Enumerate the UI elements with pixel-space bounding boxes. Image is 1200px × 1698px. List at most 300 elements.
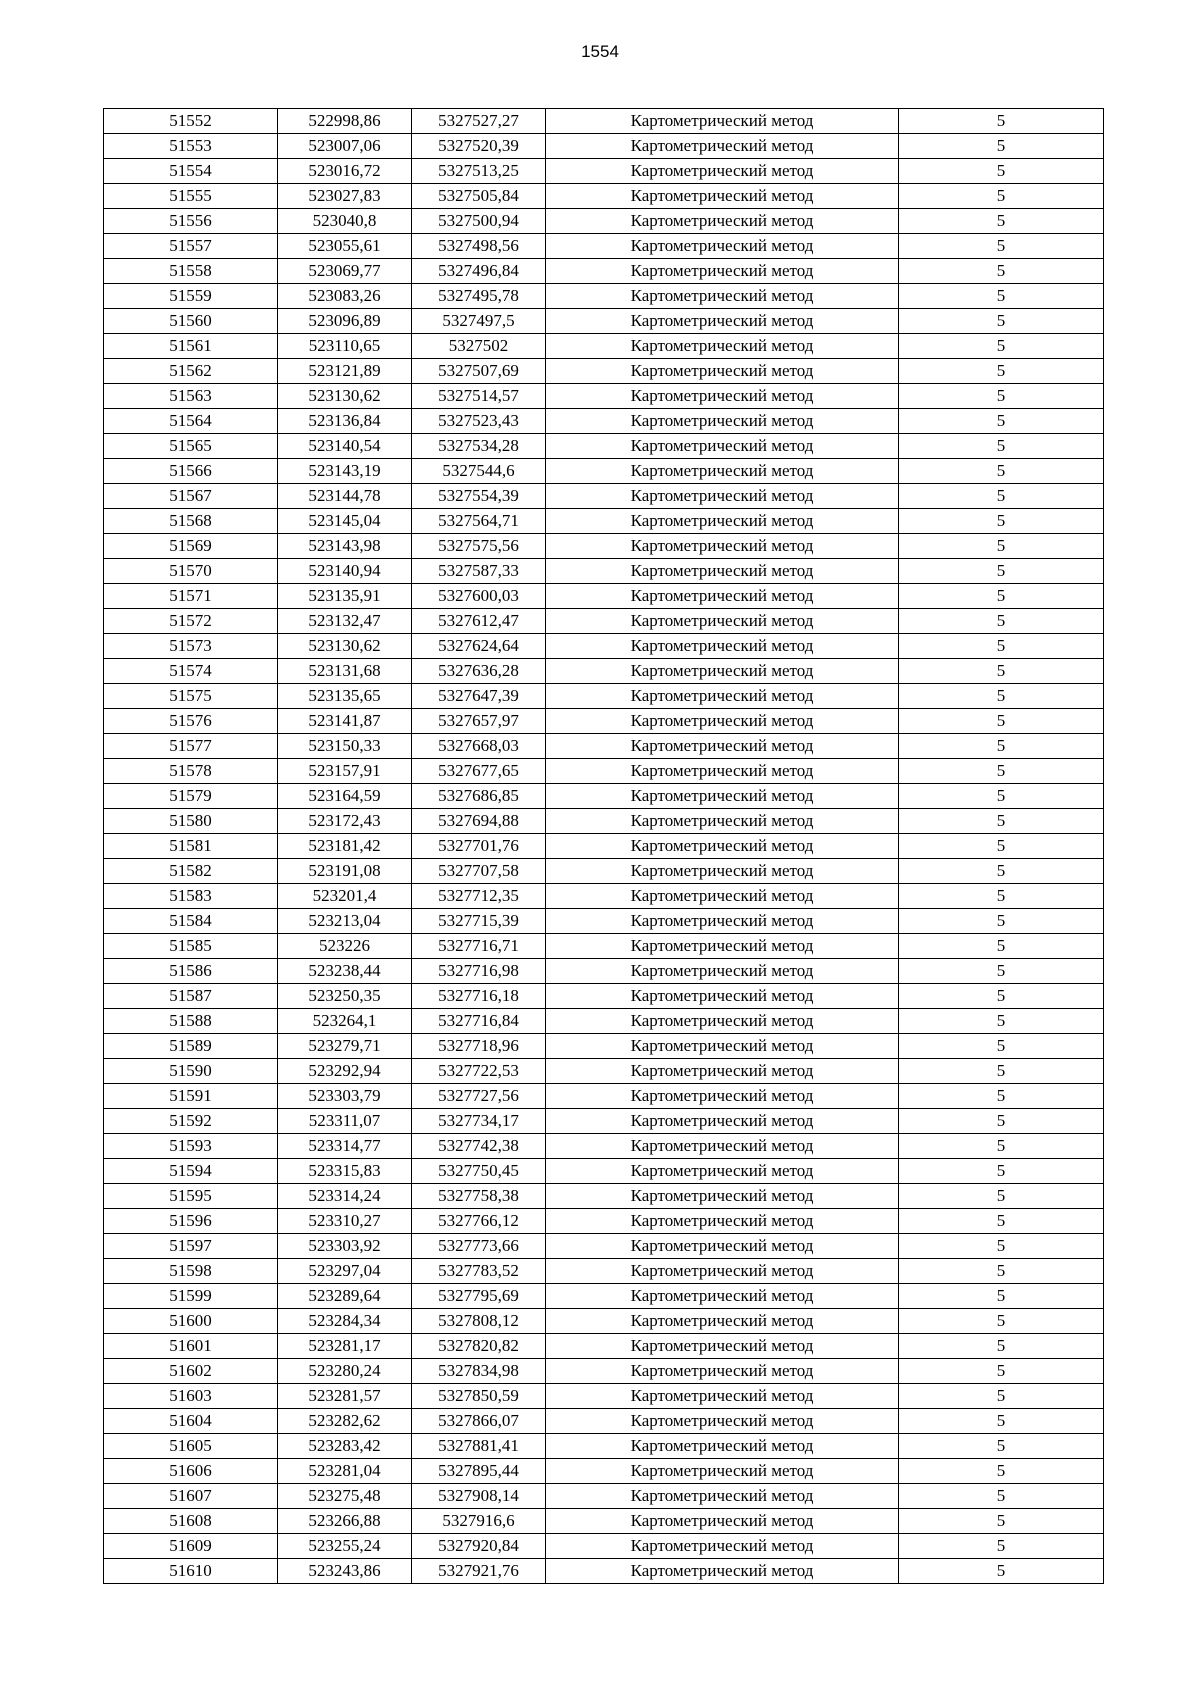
accuracy-cell: 5 xyxy=(899,1334,1104,1359)
accuracy-cell: 5 xyxy=(899,1409,1104,1434)
point-number-cell: 51605 xyxy=(104,1434,278,1459)
y-coordinate-cell: 5327718,96 xyxy=(412,1034,546,1059)
y-coordinate-cell: 5327496,84 xyxy=(412,259,546,284)
page-number: 1554 xyxy=(581,42,619,61)
accuracy-cell: 5 xyxy=(899,509,1104,534)
table-row xyxy=(104,1034,1104,1059)
point-number-cell: 51585 xyxy=(104,934,278,959)
table-row xyxy=(104,359,1104,384)
method-cell: Картометрический метод xyxy=(546,759,899,784)
accuracy-cell: 5 xyxy=(899,434,1104,459)
x-coordinate-cell: 523314,77 xyxy=(278,1134,412,1159)
x-coordinate-cell: 523310,27 xyxy=(278,1209,412,1234)
method-cell: Картометрический метод xyxy=(546,934,899,959)
accuracy-cell: 5 xyxy=(899,184,1104,209)
method-cell: Картометрический метод xyxy=(546,1459,899,1484)
table-row xyxy=(104,509,1104,534)
method-cell: Картометрический метод xyxy=(546,484,899,509)
point-number-cell: 51573 xyxy=(104,634,278,659)
point-number-cell: 51606 xyxy=(104,1459,278,1484)
y-coordinate-cell: 5327657,97 xyxy=(412,709,546,734)
point-number-cell: 51594 xyxy=(104,1159,278,1184)
method-cell: Картометрический метод xyxy=(546,609,899,634)
y-coordinate-cell: 5327808,12 xyxy=(412,1309,546,1334)
point-number-cell: 51567 xyxy=(104,484,278,509)
method-cell: Картометрический метод xyxy=(546,1309,899,1334)
x-coordinate-cell: 523150,33 xyxy=(278,734,412,759)
point-number-cell: 51607 xyxy=(104,1484,278,1509)
accuracy-cell: 5 xyxy=(899,1134,1104,1159)
x-coordinate-cell: 523303,79 xyxy=(278,1084,412,1109)
point-number-cell: 51596 xyxy=(104,1209,278,1234)
method-cell: Картометрический метод xyxy=(546,234,899,259)
method-cell: Картометрический метод xyxy=(546,834,899,859)
method-cell: Картометрический метод xyxy=(546,559,899,584)
table-row xyxy=(104,1059,1104,1084)
y-coordinate-cell: 5327668,03 xyxy=(412,734,546,759)
x-coordinate-cell: 523135,91 xyxy=(278,584,412,609)
method-cell: Картометрический метод xyxy=(546,984,899,1009)
y-coordinate-cell: 5327500,94 xyxy=(412,209,546,234)
y-coordinate-cell: 5327677,65 xyxy=(412,759,546,784)
y-coordinate-cell: 5327783,52 xyxy=(412,1259,546,1284)
x-coordinate-cell: 523283,42 xyxy=(278,1434,412,1459)
table-row xyxy=(104,684,1104,709)
method-cell: Картометрический метод xyxy=(546,709,899,734)
x-coordinate-cell: 523144,78 xyxy=(278,484,412,509)
method-cell: Картометрический метод xyxy=(546,909,899,934)
method-cell: Картометрический метод xyxy=(546,1284,899,1309)
x-coordinate-cell: 523110,65 xyxy=(278,334,412,359)
accuracy-cell: 5 xyxy=(899,759,1104,784)
table-row xyxy=(104,1384,1104,1409)
table-row xyxy=(104,784,1104,809)
y-coordinate-cell: 5327497,5 xyxy=(412,309,546,334)
accuracy-cell: 5 xyxy=(899,584,1104,609)
table-row xyxy=(104,934,1104,959)
x-coordinate-cell: 523136,84 xyxy=(278,409,412,434)
table-row xyxy=(104,309,1104,334)
x-coordinate-cell: 523289,64 xyxy=(278,1284,412,1309)
accuracy-cell: 5 xyxy=(899,284,1104,309)
method-cell: Картометрический метод xyxy=(546,659,899,684)
y-coordinate-cell: 5327694,88 xyxy=(412,809,546,834)
method-cell: Картометрический метод xyxy=(546,1559,899,1584)
accuracy-cell: 5 xyxy=(899,1234,1104,1259)
point-number-cell: 51591 xyxy=(104,1084,278,1109)
accuracy-cell: 5 xyxy=(899,309,1104,334)
point-number-cell: 51577 xyxy=(104,734,278,759)
point-number-cell: 51588 xyxy=(104,1009,278,1034)
point-number-cell: 51599 xyxy=(104,1284,278,1309)
point-number-cell: 51555 xyxy=(104,184,278,209)
y-coordinate-cell: 5327716,84 xyxy=(412,1009,546,1034)
point-number-cell: 51583 xyxy=(104,884,278,909)
method-cell: Картометрический метод xyxy=(546,184,899,209)
x-coordinate-cell: 523226 xyxy=(278,934,412,959)
point-number-cell: 51575 xyxy=(104,684,278,709)
accuracy-cell: 5 xyxy=(899,809,1104,834)
x-coordinate-cell: 523303,92 xyxy=(278,1234,412,1259)
point-number-cell: 51578 xyxy=(104,759,278,784)
x-coordinate-cell: 523238,44 xyxy=(278,959,412,984)
point-number-cell: 51572 xyxy=(104,609,278,634)
x-coordinate-cell: 523282,62 xyxy=(278,1409,412,1434)
method-cell: Картометрический метод xyxy=(546,1334,899,1359)
accuracy-cell: 5 xyxy=(899,559,1104,584)
accuracy-cell: 5 xyxy=(899,359,1104,384)
table-row xyxy=(104,1234,1104,1259)
point-number-cell: 51609 xyxy=(104,1534,278,1559)
x-coordinate-cell: 523145,04 xyxy=(278,509,412,534)
accuracy-cell: 5 xyxy=(899,1384,1104,1409)
x-coordinate-cell: 523140,94 xyxy=(278,559,412,584)
x-coordinate-cell: 523131,68 xyxy=(278,659,412,684)
y-coordinate-cell: 5327527,27 xyxy=(412,109,546,134)
y-coordinate-cell: 5327564,71 xyxy=(412,509,546,534)
y-coordinate-cell: 5327716,71 xyxy=(412,934,546,959)
x-coordinate-cell: 523281,04 xyxy=(278,1459,412,1484)
x-coordinate-cell: 523016,72 xyxy=(278,159,412,184)
point-number-cell: 51595 xyxy=(104,1184,278,1209)
y-coordinate-cell: 5327523,43 xyxy=(412,409,546,434)
x-coordinate-cell: 523311,07 xyxy=(278,1109,412,1134)
table-row xyxy=(104,1284,1104,1309)
method-cell: Картометрический метод xyxy=(546,584,899,609)
y-coordinate-cell: 5327647,39 xyxy=(412,684,546,709)
accuracy-cell: 5 xyxy=(899,134,1104,159)
table-row xyxy=(104,1559,1104,1584)
y-coordinate-cell: 5327520,39 xyxy=(412,134,546,159)
y-coordinate-cell: 5327505,84 xyxy=(412,184,546,209)
table-row xyxy=(104,1184,1104,1209)
accuracy-cell: 5 xyxy=(899,1109,1104,1134)
table-row xyxy=(104,234,1104,259)
method-cell: Картометрический метод xyxy=(546,109,899,134)
y-coordinate-cell: 5327712,35 xyxy=(412,884,546,909)
point-number-cell: 51571 xyxy=(104,584,278,609)
y-coordinate-cell: 5327908,14 xyxy=(412,1484,546,1509)
point-number-cell: 51579 xyxy=(104,784,278,809)
accuracy-cell: 5 xyxy=(899,409,1104,434)
y-coordinate-cell: 5327502 xyxy=(412,334,546,359)
method-cell: Картометрический метод xyxy=(546,134,899,159)
accuracy-cell: 5 xyxy=(899,334,1104,359)
x-coordinate-cell: 523275,48 xyxy=(278,1484,412,1509)
table-row xyxy=(104,734,1104,759)
y-coordinate-cell: 5327534,28 xyxy=(412,434,546,459)
x-coordinate-cell: 523264,1 xyxy=(278,1009,412,1034)
x-coordinate-cell: 523315,83 xyxy=(278,1159,412,1184)
point-number-cell: 51562 xyxy=(104,359,278,384)
table-row xyxy=(104,909,1104,934)
table-row xyxy=(104,1084,1104,1109)
accuracy-cell: 5 xyxy=(899,1209,1104,1234)
x-coordinate-cell: 523279,71 xyxy=(278,1034,412,1059)
table-row xyxy=(104,834,1104,859)
y-coordinate-cell: 5327495,78 xyxy=(412,284,546,309)
y-coordinate-cell: 5327707,58 xyxy=(412,859,546,884)
table-row xyxy=(104,709,1104,734)
accuracy-cell: 5 xyxy=(899,384,1104,409)
y-coordinate-cell: 5327881,41 xyxy=(412,1434,546,1459)
y-coordinate-cell: 5327773,66 xyxy=(412,1234,546,1259)
x-coordinate-cell: 523096,89 xyxy=(278,309,412,334)
table-row xyxy=(104,1134,1104,1159)
table-row xyxy=(104,634,1104,659)
coordinates-table xyxy=(103,108,1104,1584)
accuracy-cell: 5 xyxy=(899,459,1104,484)
accuracy-cell: 5 xyxy=(899,259,1104,284)
method-cell: Картометрический метод xyxy=(546,209,899,234)
y-coordinate-cell: 5327600,03 xyxy=(412,584,546,609)
method-cell: Картометрический метод xyxy=(546,309,899,334)
method-cell: Картометрический метод xyxy=(546,959,899,984)
point-number-cell: 51610 xyxy=(104,1559,278,1584)
x-coordinate-cell: 523250,35 xyxy=(278,984,412,1009)
x-coordinate-cell: 523314,24 xyxy=(278,1184,412,1209)
accuracy-cell: 5 xyxy=(899,909,1104,934)
y-coordinate-cell: 5327716,98 xyxy=(412,959,546,984)
table-row xyxy=(104,109,1104,134)
accuracy-cell: 5 xyxy=(899,1084,1104,1109)
accuracy-cell: 5 xyxy=(899,1309,1104,1334)
accuracy-cell: 5 xyxy=(899,1059,1104,1084)
point-number-cell: 51559 xyxy=(104,284,278,309)
method-cell: Картометрический метод xyxy=(546,634,899,659)
method-cell: Картометрический метод xyxy=(546,1234,899,1259)
table-row xyxy=(104,1434,1104,1459)
x-coordinate-cell: 523130,62 xyxy=(278,634,412,659)
accuracy-cell: 5 xyxy=(899,634,1104,659)
x-coordinate-cell: 523201,4 xyxy=(278,884,412,909)
y-coordinate-cell: 5327766,12 xyxy=(412,1209,546,1234)
point-number-cell: 51608 xyxy=(104,1509,278,1534)
accuracy-cell: 5 xyxy=(899,884,1104,909)
accuracy-cell: 5 xyxy=(899,1009,1104,1034)
method-cell: Картометрический метод xyxy=(546,809,899,834)
table-row xyxy=(104,1159,1104,1184)
method-cell: Картометрический метод xyxy=(546,284,899,309)
point-number-cell: 51601 xyxy=(104,1334,278,1359)
table-row xyxy=(104,959,1104,984)
table-row xyxy=(104,1409,1104,1434)
table-row xyxy=(104,284,1104,309)
y-coordinate-cell: 5327921,76 xyxy=(412,1559,546,1584)
table-row xyxy=(104,984,1104,1009)
table-row xyxy=(104,209,1104,234)
x-coordinate-cell: 523132,47 xyxy=(278,609,412,634)
point-number-cell: 51564 xyxy=(104,409,278,434)
method-cell: Картометрический метод xyxy=(546,1159,899,1184)
y-coordinate-cell: 5327916,6 xyxy=(412,1509,546,1534)
method-cell: Картометрический метод xyxy=(546,1134,899,1159)
y-coordinate-cell: 5327716,18 xyxy=(412,984,546,1009)
x-coordinate-cell: 523141,87 xyxy=(278,709,412,734)
method-cell: Картометрический метод xyxy=(546,259,899,284)
accuracy-cell: 5 xyxy=(899,1484,1104,1509)
point-number-cell: 51565 xyxy=(104,434,278,459)
point-number-cell: 51590 xyxy=(104,1059,278,1084)
accuracy-cell: 5 xyxy=(899,1034,1104,1059)
method-cell: Картометрический метод xyxy=(546,1384,899,1409)
x-coordinate-cell: 523143,19 xyxy=(278,459,412,484)
point-number-cell: 51568 xyxy=(104,509,278,534)
point-number-cell: 51566 xyxy=(104,459,278,484)
point-number-cell: 51570 xyxy=(104,559,278,584)
x-coordinate-cell: 523191,08 xyxy=(278,859,412,884)
table-row xyxy=(104,434,1104,459)
table-row xyxy=(104,1009,1104,1034)
x-coordinate-cell: 523055,61 xyxy=(278,234,412,259)
table-row xyxy=(104,1209,1104,1234)
table-row xyxy=(104,334,1104,359)
x-coordinate-cell: 523281,57 xyxy=(278,1384,412,1409)
x-coordinate-cell: 523255,24 xyxy=(278,1534,412,1559)
method-cell: Картометрический метод xyxy=(546,1484,899,1509)
point-number-cell: 51569 xyxy=(104,534,278,559)
method-cell: Картометрический метод xyxy=(546,1084,899,1109)
method-cell: Картометрический метод xyxy=(546,459,899,484)
accuracy-cell: 5 xyxy=(899,159,1104,184)
y-coordinate-cell: 5327795,69 xyxy=(412,1284,546,1309)
point-number-cell: 51552 xyxy=(104,109,278,134)
y-coordinate-cell: 5327513,25 xyxy=(412,159,546,184)
x-coordinate-cell: 522998,86 xyxy=(278,109,412,134)
table-row xyxy=(104,459,1104,484)
accuracy-cell: 5 xyxy=(899,109,1104,134)
y-coordinate-cell: 5327734,17 xyxy=(412,1109,546,1134)
accuracy-cell: 5 xyxy=(899,859,1104,884)
point-number-cell: 51602 xyxy=(104,1359,278,1384)
accuracy-cell: 5 xyxy=(899,484,1104,509)
point-number-cell: 51604 xyxy=(104,1409,278,1434)
y-coordinate-cell: 5327727,56 xyxy=(412,1084,546,1109)
y-coordinate-cell: 5327758,38 xyxy=(412,1184,546,1209)
x-coordinate-cell: 523083,26 xyxy=(278,284,412,309)
y-coordinate-cell: 5327514,57 xyxy=(412,384,546,409)
x-coordinate-cell: 523280,24 xyxy=(278,1359,412,1384)
accuracy-cell: 5 xyxy=(899,1559,1104,1584)
point-number-cell: 51563 xyxy=(104,384,278,409)
method-cell: Картометрический метод xyxy=(546,1209,899,1234)
x-coordinate-cell: 523069,77 xyxy=(278,259,412,284)
table-row xyxy=(104,1259,1104,1284)
point-number-cell: 51582 xyxy=(104,859,278,884)
y-coordinate-cell: 5327820,82 xyxy=(412,1334,546,1359)
accuracy-cell: 5 xyxy=(899,534,1104,559)
y-coordinate-cell: 5327742,38 xyxy=(412,1134,546,1159)
table-row xyxy=(104,1334,1104,1359)
table-row xyxy=(104,1484,1104,1509)
y-coordinate-cell: 5327866,07 xyxy=(412,1409,546,1434)
method-cell: Картометрический метод xyxy=(546,884,899,909)
x-coordinate-cell: 523292,94 xyxy=(278,1059,412,1084)
table-row xyxy=(104,1534,1104,1559)
x-coordinate-cell: 523157,91 xyxy=(278,759,412,784)
method-cell: Картометрический метод xyxy=(546,434,899,459)
accuracy-cell: 5 xyxy=(899,1534,1104,1559)
accuracy-cell: 5 xyxy=(899,1259,1104,1284)
method-cell: Картометрический метод xyxy=(546,859,899,884)
y-coordinate-cell: 5327498,56 xyxy=(412,234,546,259)
x-coordinate-cell: 523007,06 xyxy=(278,134,412,159)
method-cell: Картометрический метод xyxy=(546,334,899,359)
point-number-cell: 51586 xyxy=(104,959,278,984)
table-row xyxy=(104,1359,1104,1384)
table-row xyxy=(104,809,1104,834)
point-number-cell: 51598 xyxy=(104,1259,278,1284)
x-coordinate-cell: 523164,59 xyxy=(278,784,412,809)
y-coordinate-cell: 5327834,98 xyxy=(412,1359,546,1384)
table-row xyxy=(104,1109,1104,1134)
method-cell: Картометрический метод xyxy=(546,384,899,409)
x-coordinate-cell: 523143,98 xyxy=(278,534,412,559)
x-coordinate-cell: 523040,8 xyxy=(278,209,412,234)
point-number-cell: 51593 xyxy=(104,1134,278,1159)
x-coordinate-cell: 523135,65 xyxy=(278,684,412,709)
point-number-cell: 51554 xyxy=(104,159,278,184)
y-coordinate-cell: 5327612,47 xyxy=(412,609,546,634)
table-row xyxy=(104,859,1104,884)
y-coordinate-cell: 5327686,85 xyxy=(412,784,546,809)
accuracy-cell: 5 xyxy=(899,1434,1104,1459)
x-coordinate-cell: 523130,62 xyxy=(278,384,412,409)
point-number-cell: 51560 xyxy=(104,309,278,334)
accuracy-cell: 5 xyxy=(899,1359,1104,1384)
method-cell: Картометрический метод xyxy=(546,1059,899,1084)
x-coordinate-cell: 523172,43 xyxy=(278,809,412,834)
method-cell: Картометрический метод xyxy=(546,509,899,534)
accuracy-cell: 5 xyxy=(899,959,1104,984)
point-number-cell: 51576 xyxy=(104,709,278,734)
accuracy-cell: 5 xyxy=(899,209,1104,234)
method-cell: Картометрический метод xyxy=(546,1259,899,1284)
table-row xyxy=(104,759,1104,784)
method-cell: Картометрический метод xyxy=(546,409,899,434)
point-number-cell: 51600 xyxy=(104,1309,278,1334)
table-row xyxy=(104,884,1104,909)
x-coordinate-cell: 523243,86 xyxy=(278,1559,412,1584)
y-coordinate-cell: 5327715,39 xyxy=(412,909,546,934)
accuracy-cell: 5 xyxy=(899,784,1104,809)
table-row xyxy=(104,184,1104,209)
accuracy-cell: 5 xyxy=(899,934,1104,959)
y-coordinate-cell: 5327554,39 xyxy=(412,484,546,509)
x-coordinate-cell: 523281,17 xyxy=(278,1334,412,1359)
point-number-cell: 51587 xyxy=(104,984,278,1009)
point-number-cell: 51584 xyxy=(104,909,278,934)
point-number-cell: 51558 xyxy=(104,259,278,284)
table-row xyxy=(104,584,1104,609)
accuracy-cell: 5 xyxy=(899,234,1104,259)
table-row xyxy=(104,384,1104,409)
accuracy-cell: 5 xyxy=(899,1509,1104,1534)
x-coordinate-cell: 523140,54 xyxy=(278,434,412,459)
method-cell: Картометрический метод xyxy=(546,1009,899,1034)
table-row xyxy=(104,1459,1104,1484)
accuracy-cell: 5 xyxy=(899,709,1104,734)
y-coordinate-cell: 5327624,64 xyxy=(412,634,546,659)
table-row xyxy=(104,159,1104,184)
x-coordinate-cell: 523213,04 xyxy=(278,909,412,934)
accuracy-cell: 5 xyxy=(899,984,1104,1009)
point-number-cell: 51597 xyxy=(104,1234,278,1259)
x-coordinate-cell: 523284,34 xyxy=(278,1309,412,1334)
method-cell: Картометрический метод xyxy=(546,159,899,184)
point-number-cell: 51580 xyxy=(104,809,278,834)
method-cell: Картометрический метод xyxy=(546,1509,899,1534)
